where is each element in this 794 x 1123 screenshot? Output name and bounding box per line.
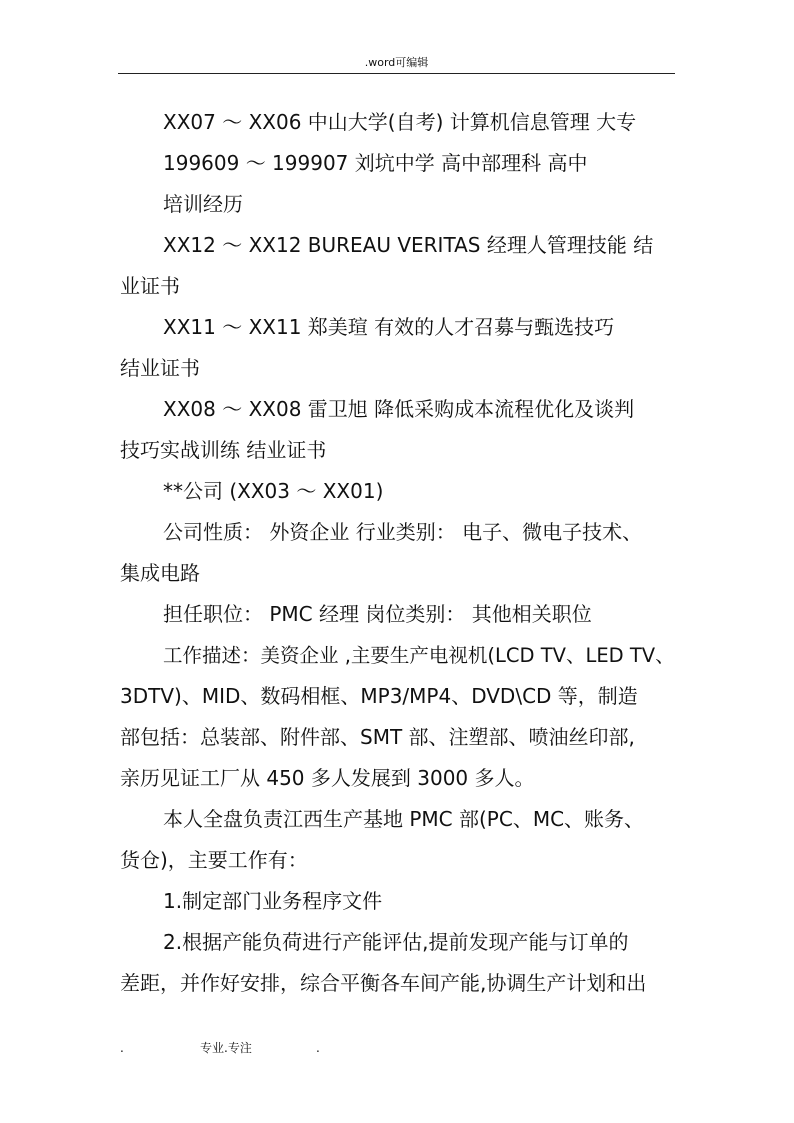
text-line: 技巧实战训练 结业证书 xyxy=(120,438,327,462)
text-line: 工作描述：美资企业 ,主要生产电视机(LCD TV、LED TV、 xyxy=(163,644,675,667)
text-line: 差距，并作好安排，综合平衡各车间产能,协调生产计划和出 xyxy=(120,971,647,995)
footer-dot-right: . xyxy=(316,1041,320,1055)
document-body xyxy=(120,102,676,1004)
text-line: 亲历见证工厂从 450 多人发展到 3000 多人。 xyxy=(120,766,535,790)
text-line: XX12 ～ XX12 BUREAU VERITAS 经理人管理技能 结 xyxy=(163,233,654,257)
text-line: 集成电路 xyxy=(120,561,200,585)
text-line: XX08 ～ XX08 雷卫旭 降低采购成本流程优化及谈判 xyxy=(163,397,635,421)
text-line: 199609 ～ 199907 刘坑中学 高中部理科 高中 xyxy=(163,151,588,175)
header-divider xyxy=(118,73,675,74)
footer-dot-left: . xyxy=(120,1041,124,1055)
text-line: 2.根据产能负荷进行产能评估,提前发现产能与订单的 xyxy=(163,930,629,954)
text-line: 公司性质： 外资企业 行业类别： 电子、微电子技术、 xyxy=(163,520,643,544)
text-line: 3DTV)、MID、数码相框、MP3/MP4、DVD\CD 等，制造 xyxy=(120,684,638,708)
text-line: 本人全盘负责江西生产基地 PMC 部(PC、MC、账务、 xyxy=(163,807,645,831)
text-line: 业证书 xyxy=(120,274,180,298)
text-line: 1.制定部门业务程序文件 xyxy=(163,889,383,913)
text-line: XX07 ～ XX06 中山大学(自考) 计算机信息管理 大专 xyxy=(163,110,637,134)
text-line: **公司 (XX03 ～ XX01) xyxy=(163,479,384,503)
page-footer: 专业.专注 xyxy=(200,1041,252,1055)
text-line: XX11 ～ XX11 郑美瑄 有效的人才召募与甄选技巧 xyxy=(163,315,615,339)
text-line: 部包括：总装部、附件部、SMT 部、注塑部、喷油丝印部, xyxy=(120,725,635,749)
section-heading: 培训经历 xyxy=(163,192,243,216)
text-line: 货仓)，主要工作有： xyxy=(120,848,308,872)
page-header: .word可编辑 xyxy=(364,56,429,69)
text-line: 结业证书 xyxy=(120,356,200,380)
text-line: 担任职位： PMC 经理 岗位类别： 其他相关职位 xyxy=(163,602,592,626)
